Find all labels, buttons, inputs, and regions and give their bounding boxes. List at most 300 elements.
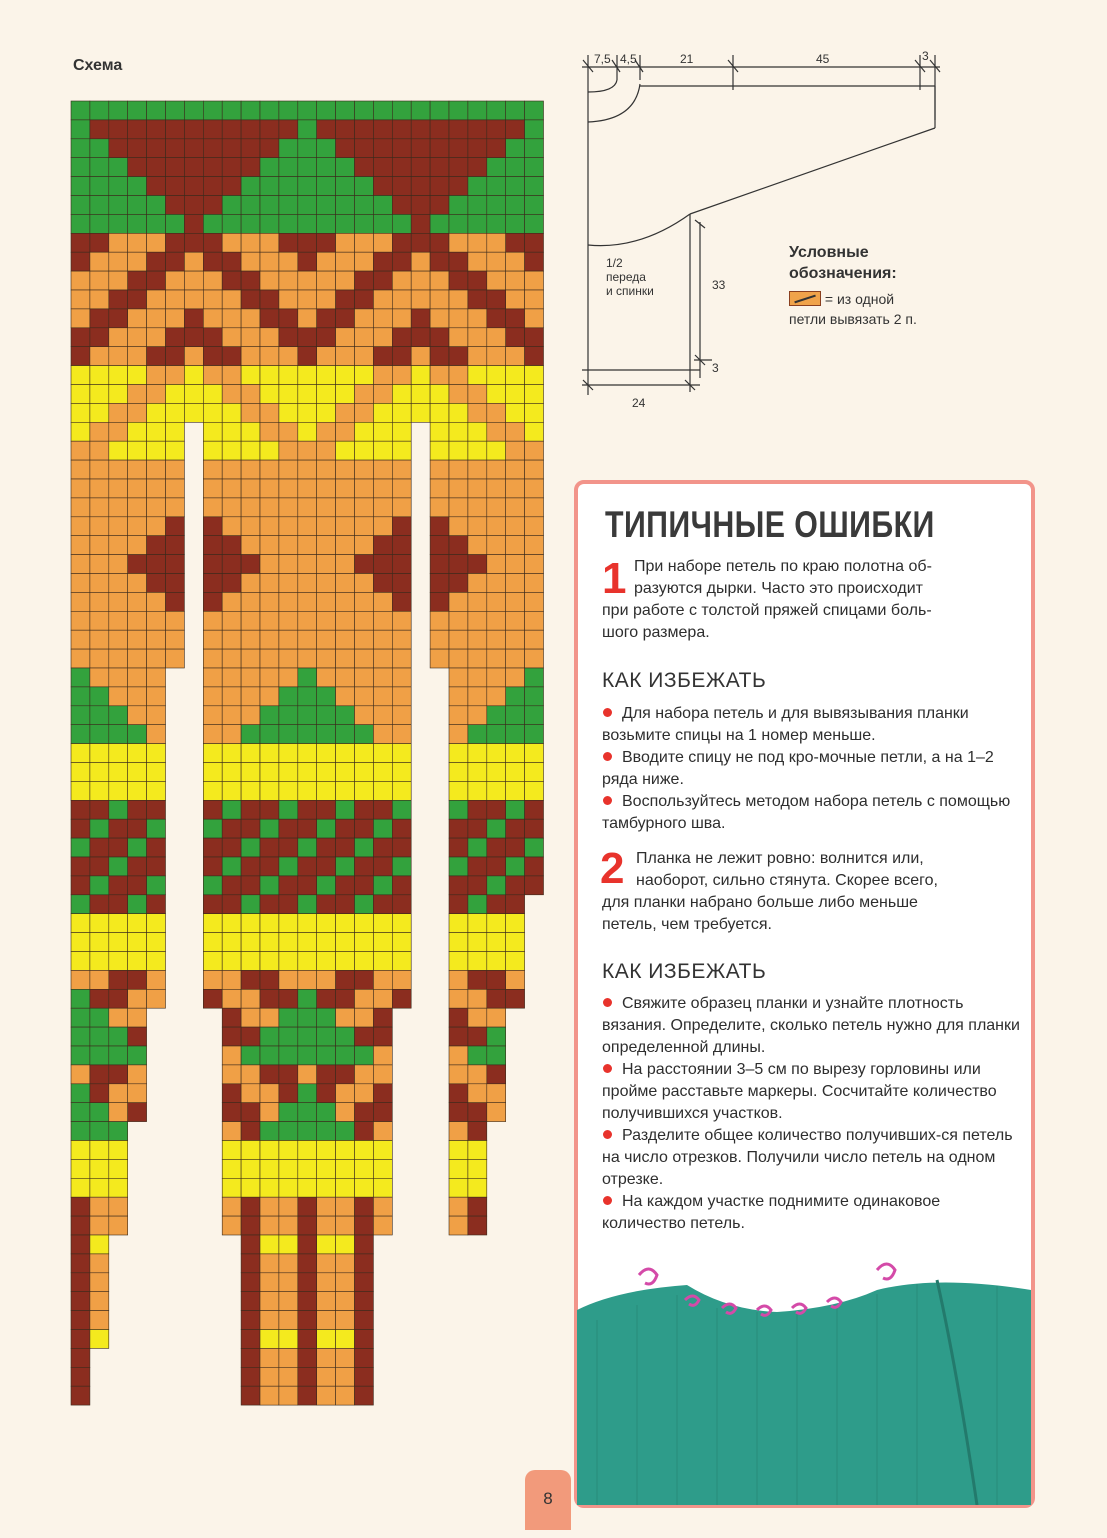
chart-cell bbox=[109, 895, 128, 914]
chart-cell bbox=[449, 1027, 468, 1046]
chart-cell bbox=[128, 838, 147, 857]
chart-cell bbox=[203, 649, 222, 668]
chart-cell bbox=[373, 744, 392, 763]
chart-cell bbox=[373, 441, 392, 460]
chart-cell bbox=[166, 555, 185, 574]
chart-cell bbox=[147, 895, 166, 914]
chart-cell bbox=[90, 517, 109, 536]
chart-cell bbox=[90, 838, 109, 857]
chart-cell bbox=[128, 555, 147, 574]
chart-cell bbox=[279, 819, 298, 838]
chart-cell bbox=[392, 460, 411, 479]
chart-cell bbox=[147, 800, 166, 819]
chart-cell bbox=[336, 1008, 355, 1027]
chart-cell bbox=[128, 933, 147, 952]
chart-cell bbox=[336, 1084, 355, 1103]
chart-cell bbox=[90, 1235, 109, 1254]
chart-cell bbox=[373, 479, 392, 498]
chart-cell bbox=[298, 1254, 317, 1273]
chart-cell bbox=[336, 479, 355, 498]
chart-cell bbox=[298, 819, 317, 838]
chart-cell bbox=[71, 1065, 90, 1084]
chart-cell bbox=[109, 763, 128, 782]
tip-item: Вводите спицу не под кро-мочные петли, а на 1–2 ряда ниже. bbox=[602, 749, 994, 788]
chart-cell bbox=[222, 1084, 241, 1103]
chart-cell bbox=[298, 1178, 317, 1197]
chart-cell bbox=[71, 574, 90, 593]
chart-cell bbox=[203, 706, 222, 725]
chart-cell bbox=[222, 1027, 241, 1046]
chart-cell bbox=[260, 1292, 279, 1311]
chart-cell bbox=[260, 876, 279, 895]
chart-cell bbox=[487, 706, 506, 725]
chart-cell bbox=[128, 706, 147, 725]
chart-cell bbox=[71, 555, 90, 574]
chart-cell bbox=[336, 706, 355, 725]
chart-cell bbox=[71, 1273, 90, 1292]
chart-cell bbox=[109, 819, 128, 838]
chart-cell bbox=[487, 876, 506, 895]
chart-cell bbox=[336, 1122, 355, 1141]
chart-cell bbox=[166, 536, 185, 555]
chart-cell bbox=[525, 781, 544, 800]
chart-cell bbox=[487, 763, 506, 782]
chart-cell bbox=[241, 1008, 260, 1027]
chart-cell bbox=[279, 1216, 298, 1235]
chart-cell bbox=[392, 536, 411, 555]
chart-cell bbox=[468, 460, 487, 479]
chart-cell bbox=[260, 611, 279, 630]
chart-cell bbox=[487, 933, 506, 952]
piece-label-2: переда bbox=[606, 270, 646, 284]
chart-cell bbox=[260, 1159, 279, 1178]
chart-cell bbox=[430, 630, 449, 649]
chart-cell bbox=[392, 857, 411, 876]
chart-cell bbox=[260, 536, 279, 555]
chart-cell bbox=[355, 1216, 374, 1235]
chart-cell bbox=[128, 536, 147, 555]
chart-cell bbox=[525, 668, 544, 687]
chart-cell bbox=[71, 914, 90, 933]
chart-cell bbox=[525, 838, 544, 857]
chart-cell bbox=[506, 781, 525, 800]
chart-cell bbox=[487, 1084, 506, 1103]
chart-cell bbox=[373, 1141, 392, 1160]
piece-label-3: и спинки bbox=[606, 284, 654, 298]
chart-cell bbox=[317, 517, 336, 536]
chart-cell bbox=[506, 649, 525, 668]
chart-cell bbox=[222, 1103, 241, 1122]
chart-cell bbox=[317, 1084, 336, 1103]
chart-cell bbox=[90, 1103, 109, 1122]
chart-cell bbox=[525, 706, 544, 725]
chart-cell bbox=[279, 1348, 298, 1367]
chart-cell bbox=[355, 1065, 374, 1084]
chart-cell bbox=[355, 1386, 374, 1405]
chart-cell bbox=[260, 914, 279, 933]
chart-cell bbox=[147, 725, 166, 744]
chart-cell bbox=[487, 725, 506, 744]
chart-cell bbox=[203, 838, 222, 857]
chart-cell bbox=[279, 1141, 298, 1160]
chart-cell bbox=[317, 1367, 336, 1386]
chart-cell bbox=[260, 800, 279, 819]
chart-cell bbox=[449, 1216, 468, 1235]
chart-cell bbox=[298, 989, 317, 1008]
chart-cell bbox=[355, 1122, 374, 1141]
chart-cell bbox=[373, 517, 392, 536]
chart-cell bbox=[506, 952, 525, 971]
chart-cell bbox=[279, 1122, 298, 1141]
chart-cell bbox=[166, 611, 185, 630]
chart-cell bbox=[355, 1197, 374, 1216]
chart-cell bbox=[241, 1159, 260, 1178]
chart-cell bbox=[317, 838, 336, 857]
chart-cell bbox=[373, 422, 392, 441]
chart-cell bbox=[279, 422, 298, 441]
chart-cell bbox=[449, 1065, 468, 1084]
chart-cell bbox=[392, 763, 411, 782]
mistake-1-text-cont: при работе с толстой пряжей спицами боль- шого размера. bbox=[602, 602, 932, 641]
chart-cell bbox=[279, 1103, 298, 1122]
chart-cell bbox=[317, 536, 336, 555]
chart-cell bbox=[71, 536, 90, 555]
chart-cell bbox=[373, 592, 392, 611]
mistake-number-2: 2 bbox=[600, 844, 625, 893]
chart-cell bbox=[336, 744, 355, 763]
chart-cell bbox=[449, 819, 468, 838]
chart-cell bbox=[279, 1008, 298, 1027]
chart-cell bbox=[222, 611, 241, 630]
chart-cell bbox=[449, 687, 468, 706]
chart-cell bbox=[260, 744, 279, 763]
chart-cell bbox=[241, 1367, 260, 1386]
chart-cell bbox=[449, 1046, 468, 1065]
chart-cell bbox=[355, 1235, 374, 1254]
chart-cell bbox=[147, 914, 166, 933]
chart-cell bbox=[241, 1216, 260, 1235]
chart-cell bbox=[525, 876, 544, 895]
chart-cell bbox=[392, 725, 411, 744]
chart-cell bbox=[71, 1159, 90, 1178]
chart-cell bbox=[128, 781, 147, 800]
chart-cell bbox=[506, 460, 525, 479]
chart-cell bbox=[71, 498, 90, 517]
chart-cell bbox=[468, 1178, 487, 1197]
chart-cell bbox=[109, 649, 128, 668]
chart-cell bbox=[71, 989, 90, 1008]
chart-cell bbox=[392, 819, 411, 838]
chart-cell bbox=[222, 857, 241, 876]
chart-cell bbox=[128, 1027, 147, 1046]
chart-cell bbox=[392, 970, 411, 989]
chart-cell bbox=[355, 536, 374, 555]
chart-cell bbox=[449, 1197, 468, 1216]
chart-cell bbox=[71, 611, 90, 630]
chart-cell bbox=[109, 1159, 128, 1178]
chart-cell bbox=[449, 1141, 468, 1160]
chart-cell bbox=[71, 1235, 90, 1254]
bullet-icon bbox=[603, 796, 612, 805]
chart-cell bbox=[487, 781, 506, 800]
chart-cell bbox=[241, 1122, 260, 1141]
chart-cell bbox=[298, 1046, 317, 1065]
chart-cell bbox=[506, 970, 525, 989]
chart-cell bbox=[128, 857, 147, 876]
chart-cell bbox=[222, 649, 241, 668]
chart-cell bbox=[298, 876, 317, 895]
chart-cell bbox=[71, 422, 90, 441]
chart-cell bbox=[430, 555, 449, 574]
chart-cell bbox=[298, 498, 317, 517]
chart-cell bbox=[90, 914, 109, 933]
chart-cell bbox=[525, 800, 544, 819]
chart-cell bbox=[71, 630, 90, 649]
chart-cell bbox=[449, 1159, 468, 1178]
chart-cell bbox=[222, 914, 241, 933]
chart-cell bbox=[71, 1141, 90, 1160]
chart-cell bbox=[298, 1292, 317, 1311]
chart-cell bbox=[222, 555, 241, 574]
chart-cell bbox=[487, 460, 506, 479]
chart-cell bbox=[279, 460, 298, 479]
chart-cell bbox=[166, 630, 185, 649]
chart-cell bbox=[525, 763, 544, 782]
chart-cell bbox=[430, 479, 449, 498]
chart-cell bbox=[487, 1046, 506, 1065]
chart-cell bbox=[241, 441, 260, 460]
chart-cell bbox=[109, 441, 128, 460]
chart-cell bbox=[449, 592, 468, 611]
chart-cell bbox=[241, 1235, 260, 1254]
chart-cell bbox=[241, 838, 260, 857]
chart-cell bbox=[109, 630, 128, 649]
chart-cell bbox=[109, 1084, 128, 1103]
chart-cell bbox=[279, 1311, 298, 1330]
chart-cell bbox=[279, 933, 298, 952]
chart-cell bbox=[487, 517, 506, 536]
chart-cell bbox=[355, 592, 374, 611]
chart-cell bbox=[317, 857, 336, 876]
chart-cell bbox=[449, 876, 468, 895]
chart-cell bbox=[222, 479, 241, 498]
chart-cell bbox=[487, 857, 506, 876]
chart-cell bbox=[392, 668, 411, 687]
chart-cell bbox=[336, 668, 355, 687]
chart-cell bbox=[373, 1008, 392, 1027]
chart-cell bbox=[317, 989, 336, 1008]
chart-cell bbox=[71, 1178, 90, 1197]
chart-cell bbox=[506, 611, 525, 630]
chart-cell bbox=[260, 1348, 279, 1367]
chart-cell bbox=[487, 479, 506, 498]
chart-cell bbox=[487, 630, 506, 649]
chart-cell bbox=[449, 441, 468, 460]
chart-cell bbox=[109, 1046, 128, 1065]
tips-list-1 bbox=[602, 703, 1022, 835]
chart-cell bbox=[241, 970, 260, 989]
chart-cell bbox=[222, 970, 241, 989]
chart-cell bbox=[260, 952, 279, 971]
chart-cell bbox=[147, 857, 166, 876]
chart-cell bbox=[128, 819, 147, 838]
chart-cell bbox=[355, 744, 374, 763]
chart-cell bbox=[468, 838, 487, 857]
chart-cell bbox=[487, 649, 506, 668]
tip-item: На каждом участке поднимите одинаковое количество петель. bbox=[602, 1193, 941, 1232]
chart-cell bbox=[128, 649, 147, 668]
chart-cell bbox=[241, 649, 260, 668]
chart-cell bbox=[355, 1292, 374, 1311]
chart-cell bbox=[90, 574, 109, 593]
chart-cell bbox=[449, 1122, 468, 1141]
chart-cell bbox=[449, 1103, 468, 1122]
chart-cell bbox=[336, 1254, 355, 1273]
chart-cell bbox=[317, 800, 336, 819]
chart-cell bbox=[109, 611, 128, 630]
chart-cell bbox=[506, 800, 525, 819]
dim-label-small: 3 bbox=[712, 361, 719, 375]
chart-cell bbox=[71, 970, 90, 989]
chart-cell bbox=[336, 1103, 355, 1122]
chart-cell bbox=[147, 819, 166, 838]
chart-cell bbox=[317, 1273, 336, 1292]
chart-cell bbox=[355, 800, 374, 819]
chart-cell bbox=[506, 630, 525, 649]
chart-cell bbox=[260, 687, 279, 706]
tip-item: Разделите общее количество получивших-ся петель на число отрезков. Получили число петель на одном отрезке. bbox=[602, 1127, 1013, 1188]
chart-cell bbox=[487, 1027, 506, 1046]
chart-cell bbox=[468, 574, 487, 593]
chart-cell bbox=[487, 574, 506, 593]
chart-cell bbox=[355, 649, 374, 668]
chart-cell bbox=[373, 725, 392, 744]
chart-cell bbox=[392, 422, 411, 441]
chart-cell bbox=[90, 611, 109, 630]
chart-cell bbox=[279, 800, 298, 819]
chart-cell bbox=[279, 1254, 298, 1273]
chart-cell bbox=[71, 1367, 90, 1386]
chart-cell bbox=[317, 725, 336, 744]
chart-cell bbox=[317, 1159, 336, 1178]
chart-cell bbox=[336, 952, 355, 971]
chart-cell bbox=[373, 498, 392, 517]
chart-cell bbox=[260, 649, 279, 668]
chart-cell bbox=[90, 1254, 109, 1273]
chart-cell bbox=[506, 763, 525, 782]
chart-cell bbox=[506, 706, 525, 725]
bullet-icon bbox=[603, 1130, 612, 1139]
chart-cell bbox=[241, 536, 260, 555]
chart-cell bbox=[90, 725, 109, 744]
chart-cell bbox=[147, 933, 166, 952]
chart-cell bbox=[222, 1008, 241, 1027]
chart-cell bbox=[109, 1027, 128, 1046]
chart-cell bbox=[90, 1122, 109, 1141]
chart-cell bbox=[109, 781, 128, 800]
chart-cell bbox=[147, 744, 166, 763]
chart-cell bbox=[222, 668, 241, 687]
chart-cell bbox=[128, 800, 147, 819]
chart-cell bbox=[449, 1178, 468, 1197]
chart-cell bbox=[336, 819, 355, 838]
chart-cell bbox=[336, 1330, 355, 1349]
chart-cell bbox=[260, 970, 279, 989]
chart-cell bbox=[241, 498, 260, 517]
chart-cell bbox=[71, 933, 90, 952]
chart-cell bbox=[373, 763, 392, 782]
chart-cell bbox=[128, 952, 147, 971]
chart-cell bbox=[241, 1103, 260, 1122]
chart-cell bbox=[298, 1065, 317, 1084]
chart-cell bbox=[90, 441, 109, 460]
chart-cell bbox=[109, 744, 128, 763]
chart-cell bbox=[449, 460, 468, 479]
chart-cell bbox=[109, 970, 128, 989]
chart-cell bbox=[468, 819, 487, 838]
chart-cell bbox=[203, 744, 222, 763]
chart-cell bbox=[449, 725, 468, 744]
chart-cell bbox=[336, 989, 355, 1008]
chart-cell bbox=[71, 479, 90, 498]
chart-cell bbox=[128, 460, 147, 479]
chart-cell bbox=[222, 838, 241, 857]
chart-cell bbox=[392, 441, 411, 460]
chart-cell bbox=[71, 687, 90, 706]
chart-cell bbox=[128, 574, 147, 593]
chart-cell bbox=[317, 781, 336, 800]
chart-cell bbox=[468, 1159, 487, 1178]
chart-cell bbox=[373, 611, 392, 630]
chart-cell bbox=[298, 1027, 317, 1046]
chart-cell bbox=[317, 933, 336, 952]
chart-cell bbox=[109, 517, 128, 536]
chart-cell bbox=[71, 1122, 90, 1141]
chart-cell bbox=[468, 876, 487, 895]
chart-cell bbox=[71, 1348, 90, 1367]
chart-cell bbox=[449, 781, 468, 800]
chart-cell bbox=[109, 460, 128, 479]
chart-cell bbox=[279, 725, 298, 744]
chart-cell bbox=[241, 781, 260, 800]
chart-cell bbox=[355, 574, 374, 593]
chart-cell bbox=[449, 517, 468, 536]
chart-cell bbox=[506, 933, 525, 952]
chart-cell bbox=[203, 574, 222, 593]
chart-cell bbox=[468, 914, 487, 933]
chart-cell bbox=[90, 857, 109, 876]
chart-cell bbox=[487, 422, 506, 441]
chart-cell bbox=[109, 706, 128, 725]
chart-cell bbox=[147, 952, 166, 971]
chart-cell bbox=[279, 857, 298, 876]
chart-cell bbox=[373, 1065, 392, 1084]
chart-cell bbox=[241, 895, 260, 914]
chart-cell bbox=[487, 668, 506, 687]
chart-cell bbox=[222, 819, 241, 838]
chart-cell bbox=[241, 574, 260, 593]
chart-cell bbox=[279, 1159, 298, 1178]
chart-cell bbox=[128, 630, 147, 649]
chart-cell bbox=[506, 574, 525, 593]
chart-cell bbox=[71, 1386, 90, 1405]
chart-cell bbox=[336, 857, 355, 876]
chart-cell bbox=[506, 838, 525, 857]
chart-cell bbox=[222, 763, 241, 782]
chart-cell bbox=[317, 744, 336, 763]
chart-cell bbox=[392, 687, 411, 706]
chart-cell bbox=[241, 668, 260, 687]
